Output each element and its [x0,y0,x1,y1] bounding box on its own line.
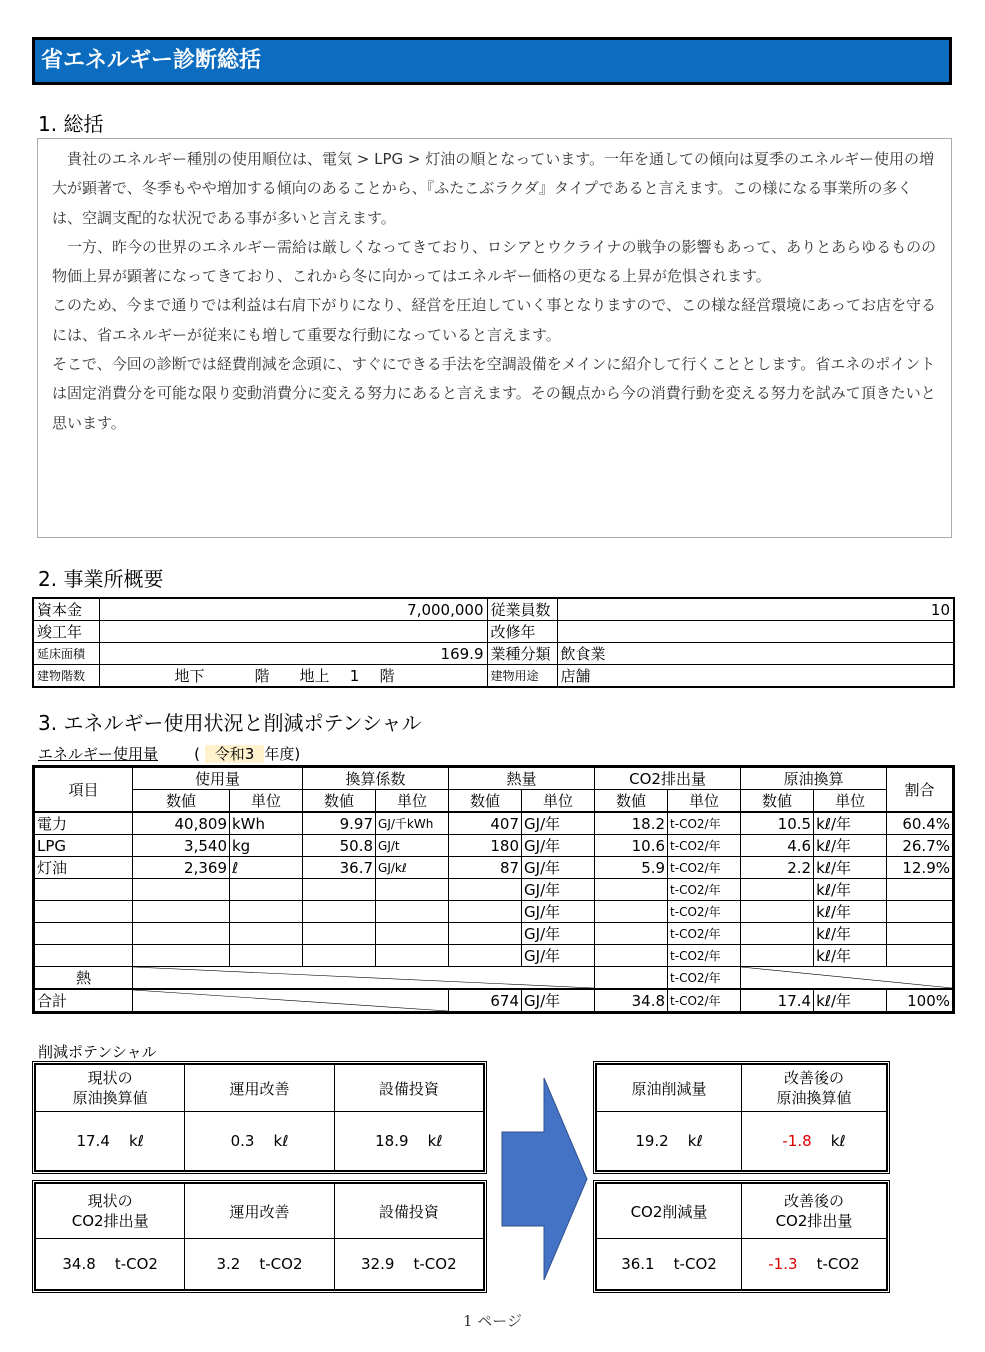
co2-unit: t-CO2/年 [668,812,741,835]
employees-value: 10 [557,598,954,621]
co2-unit: t-CO2/年 [668,901,741,923]
crude-value: 4.6 [741,835,814,857]
above-value: 1 [349,667,360,685]
factor-value [303,901,376,923]
total-heat-unit: GJ/年 [522,989,595,1013]
energy-row [34,835,954,857]
crude-equipment-value: 18.9 [375,1132,409,1150]
header-unit: 単位 [376,790,449,813]
factor-value: 36.7 [303,857,376,879]
co2-unit: t-CO2 [114,1255,158,1273]
factor-unit [376,901,449,923]
co2-after-cell [742,1239,887,1290]
floor-area-label: 延床面積 [33,643,99,665]
header-item: 項目 [34,767,133,813]
usage-unit: kg [230,835,303,857]
factor-value [303,945,376,967]
heat-row-blank [133,967,595,990]
header-unit: 単位 [522,790,595,813]
co2-equipment-cell [334,1239,483,1290]
floors-value [99,665,487,688]
crude-unit: kℓ/年 [814,835,887,857]
industry-value: 飲食業 [557,643,954,665]
crude-operation-header: 運用改善 [185,1065,334,1112]
factor-value [303,879,376,901]
crude-result-table [596,1064,887,1171]
header-co2: CO2排出量 [595,767,741,790]
heat-row-co2-unit: t-CO2/年 [668,967,741,990]
heat-row-label: 熱 [34,967,133,990]
crude-value [741,879,814,901]
crude-unit: kℓ [427,1132,443,1150]
co2-unit: t-CO2/年 [668,857,741,879]
co2-operation-cell [185,1239,334,1290]
header-value: 数値 [741,790,814,813]
heat-value: 407 [449,812,522,835]
total-ratio: 100% [887,989,954,1013]
factor-unit: GJ/kℓ [376,857,449,879]
page-number: 1 ページ [462,1312,522,1330]
usage-value: 3,540 [133,835,230,857]
energy-caption [38,743,300,764]
above-label: 地上 [299,667,330,685]
header-unit: 単位 [668,790,741,813]
co2-value [595,945,668,967]
usage-unit: ℓ [230,857,303,879]
heat-unit: GJ/年 [522,923,595,945]
co2-unit: t-CO2/年 [668,835,741,857]
co2-after-value: -1.3 [768,1255,798,1273]
header-usage: 使用量 [133,767,303,790]
crude-unit: kℓ/年 [814,879,887,901]
office-overview-table [32,597,955,688]
factor-unit [376,923,449,945]
crude-equipment-header: 設備投資 [334,1065,483,1112]
co2-reduction-value: 36.1 [621,1255,655,1273]
header-unit: 単位 [814,790,887,813]
header-ratio: 割合 [887,767,954,813]
completed-label: 竣工年 [33,621,99,643]
crude-value [741,945,814,967]
row-name: 電力 [34,812,133,835]
employees-label: 従業員数 [487,598,557,621]
ratio-value: 60.4% [887,812,954,835]
crude-value [741,901,814,923]
crude-current-cell [36,1112,185,1171]
crude-reduction-cell [597,1112,742,1171]
crude-unit: kℓ/年 [814,923,887,945]
capital-label: 資本金 [33,598,99,621]
co2-unit: t-CO2 [259,1255,303,1273]
row-name [34,901,133,923]
header-value: 数値 [303,790,376,813]
section-heading-office: 2. 事業所概要 [38,567,164,591]
completed-value [99,621,487,643]
fiscal-year: 令和3 [205,745,265,763]
section-heading-summary: 1. 総括 [38,112,104,136]
row-name [34,923,133,945]
summary-paragraph: 一方、昨今の世界のエネルギー需給は厳しくなってきており、ロシアとウクライナの戦争の影響もあって、ありとあらゆるものの物価上昇が顕著になってきており、これから冬に向かってはエネルギー価格の更なる上昇が危惧されます。 [52,237,937,286]
header-crude: 原油換算 [741,767,887,790]
heat-unit: GJ/年 [522,857,595,879]
crude-current-value: 17.4 [76,1132,110,1150]
co2-value: 10.6 [595,835,668,857]
crude-after-value: -1.8 [782,1132,812,1150]
usage-value [133,945,230,967]
co2-potential-table [35,1183,484,1290]
heat-value [449,901,522,923]
basement-label: 地下 [174,667,205,685]
heat-unit: GJ/年 [522,901,595,923]
energy-row [34,901,954,923]
energy-caption-label: エネルギー使用量 [38,745,159,763]
paren-open: ( [194,745,201,763]
crude-value: 10.5 [741,812,814,835]
co2-unit: t-CO2/年 [668,945,741,967]
header-value: 数値 [595,790,668,813]
co2-value [595,901,668,923]
diagonal-line [741,967,952,988]
usage-unit [230,923,303,945]
co2-current-value: 34.8 [62,1255,96,1273]
usage-value: 40,809 [133,812,230,835]
crude-unit: kℓ/年 [814,857,887,879]
section-heading-energy: 3. エネルギー使用状況と削減ポテンシャル [38,711,422,735]
energy-usage-table [32,765,955,1014]
renovated-value [557,621,954,643]
crude-potential-table [35,1064,484,1171]
energy-row [34,879,954,901]
crude-unit: kℓ [687,1132,703,1150]
co2-unit: t-CO2/年 [668,879,741,901]
factor-unit [376,879,449,901]
crude-after-cell [742,1112,887,1171]
page-title: 省エネルギー診断総括 [32,37,952,85]
floor-unit: 階 [379,667,395,685]
crude-unit: kℓ [128,1132,144,1150]
factor-unit: GJ/千kWh [376,812,449,835]
co2-unit: t-CO2 [673,1255,717,1273]
crude-reduction-header: 原油削減量 [597,1065,742,1112]
heat-value: 87 [449,857,522,879]
factor-value: 50.8 [303,835,376,857]
header-value: 数値 [449,790,522,813]
heat-unit: GJ/年 [522,812,595,835]
co2-equipment-header: 設備投資 [334,1184,483,1239]
row-name: LPG [34,835,133,857]
crude-result-box [593,1061,890,1174]
factor-unit: GJ/t [376,835,449,857]
potential-label: 削減ポテンシャル [38,1043,157,1061]
co2-after-header: 改善後の CO2排出量 [742,1184,887,1239]
total-co2: 34.8 [595,989,668,1013]
crude-unit: kℓ/年 [814,945,887,967]
heat-row-blank-right [741,967,954,990]
crude-potential-box [32,1061,487,1174]
capital-value: 7,000,000 [99,598,487,621]
row-name [34,879,133,901]
heat-unit: GJ/年 [522,835,595,857]
header-value: 数値 [133,790,230,813]
crude-unit: kℓ/年 [814,812,887,835]
crude-operation-cell [185,1112,334,1171]
usage-unit [230,879,303,901]
ratio-value [887,901,954,923]
crude-value [741,923,814,945]
co2-unit: t-CO2/年 [668,923,741,945]
co2-equipment-value: 32.9 [361,1255,395,1273]
crude-operation-value: 0.3 [230,1132,255,1150]
summary-paragraph: このため、今まで通りでは利益は右肩下がりになり、経営を圧迫していく事となりますので、この様な経営環境にあってお店を守るには、省エネルギーが従来にも増して重要な行動になっていると言えます。 [52,296,936,344]
heat-value [449,923,522,945]
crude-unit: kℓ [273,1132,289,1150]
crude-reduction-value: 19.2 [635,1132,669,1150]
co2-value [595,923,668,945]
floor-unit: 階 [254,667,270,685]
fiscal-year-suffix: 年度) [264,745,301,763]
co2-result-box [593,1180,890,1293]
usage-value [133,879,230,901]
total-crude-unit: kℓ/年 [814,989,887,1013]
crude-after-header: 改善後の 原油換算値 [742,1065,887,1112]
total-crude: 17.4 [741,989,814,1013]
heat-value: 180 [449,835,522,857]
co2-reduction-cell [597,1239,742,1290]
usage-value: 店舗 [557,665,954,688]
crude-equipment-cell [334,1112,483,1171]
co2-unit: t-CO2 [413,1255,457,1273]
usage-value [133,923,230,945]
row-name [34,945,133,967]
ratio-value: 26.7% [887,835,954,857]
header-heat: 熱量 [449,767,595,790]
crude-unit: kℓ [830,1132,846,1150]
summary-paragraph: そこで、今回の診断では経費削減を念頭に、すぐにできる手法を空調設備をメインに紹介して行くこととします。省エネのポイントは固定消費分を可能な限り変動消費分に変える努力にあると言えます。その観点から今の消費行動を変える努力を試みて頂きたいと思います。 [52,355,936,432]
co2-result-table [596,1183,887,1290]
floors-label: 建物階数 [33,665,99,688]
co2-current-cell [36,1239,185,1290]
co2-reduction-header: CO2削減量 [597,1184,742,1239]
ratio-value [887,945,954,967]
crude-current-header: 現状の 原油換算値 [36,1065,185,1112]
floor-area-value: 169.9 [99,643,487,665]
energy-row [34,923,954,945]
usage-value [133,901,230,923]
heat-row-co2 [595,967,668,990]
ratio-value: 12.9% [887,857,954,879]
co2-operation-value: 3.2 [216,1255,241,1273]
total-heat: 674 [449,989,522,1013]
header-unit: 単位 [230,790,303,813]
total-row-label: 合計 [34,989,133,1013]
ratio-value [887,923,954,945]
co2-unit: t-CO2 [816,1255,860,1273]
right-arrow-icon [498,1076,590,1282]
factor-value: 9.97 [303,812,376,835]
co2-value: 5.9 [595,857,668,879]
energy-row [34,945,954,967]
crude-value: 2.2 [741,857,814,879]
factor-value [303,923,376,945]
co2-value [595,879,668,901]
crude-unit: kℓ/年 [814,901,887,923]
summary-text-box [37,138,952,538]
usage-unit [230,901,303,923]
co2-potential-box [32,1180,487,1293]
usage-value: 2,369 [133,857,230,879]
industry-label: 業種分類 [487,643,557,665]
renovated-label: 改修年 [487,621,557,643]
usage-label: 建物用途 [487,665,557,688]
heat-value [449,879,522,901]
ratio-value [887,879,954,901]
total-co2-unit: t-CO2/年 [668,989,741,1013]
heat-unit: GJ/年 [522,879,595,901]
diagonal-line [133,967,594,988]
co2-value: 18.2 [595,812,668,835]
energy-row [34,812,954,835]
total-row-blank [133,989,449,1013]
co2-operation-header: 運用改善 [185,1184,334,1239]
summary-paragraph: 貴社のエネルギー種別の使用順位は、電気 > LPG > 灯油の順となっています。一年を通しての傾向は夏季のエネルギー使用の増大が顕著で、冬季もやや増加する傾向のあることから、『ふたこぶラクダ』タイプであると言えます。この様になる事業所の多くは、空調支配的な状況である事が多いと言えます。 [52,150,935,227]
factor-unit [376,945,449,967]
usage-unit [230,945,303,967]
energy-row [34,857,954,879]
heat-unit: GJ/年 [522,945,595,967]
diagonal-line [133,990,448,1011]
row-name: 灯油 [34,857,133,879]
header-factor: 換算係数 [303,767,449,790]
co2-current-header: 現状の CO2排出量 [36,1184,185,1239]
usage-unit: kWh [230,812,303,835]
heat-value [449,945,522,967]
